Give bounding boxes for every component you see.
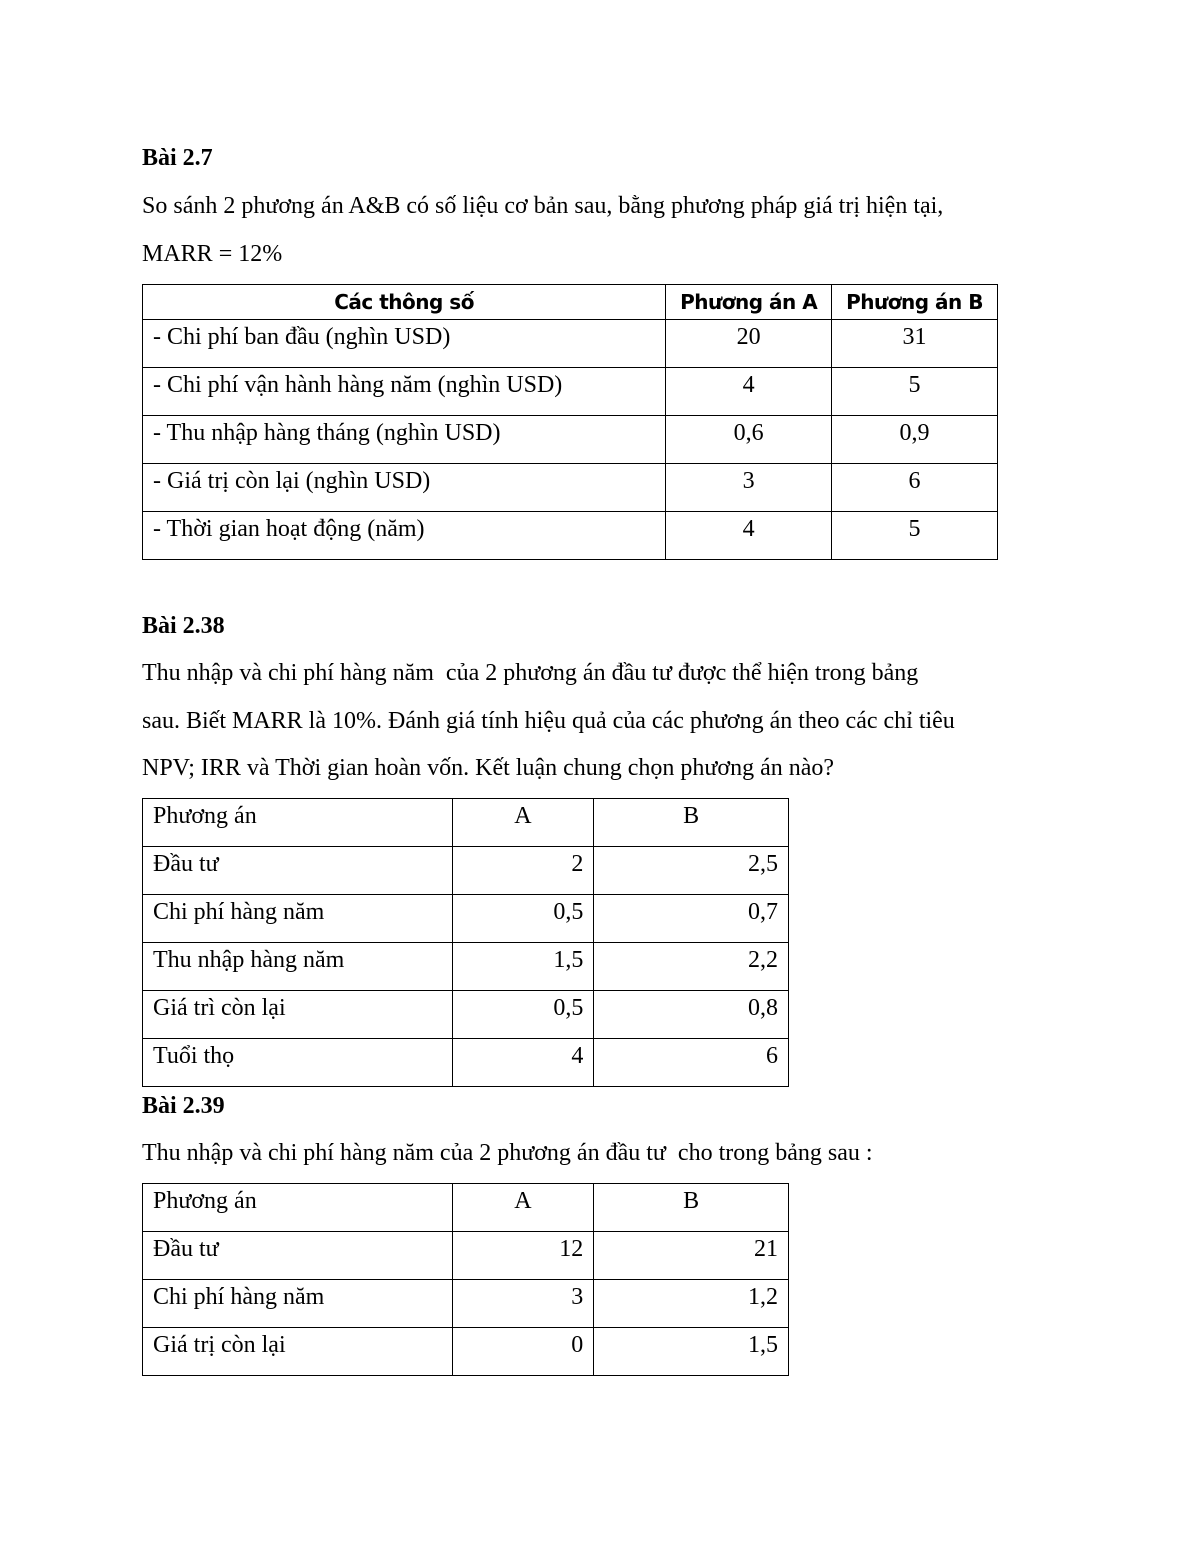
- table-cell-value: 2,5: [594, 847, 789, 895]
- exercise-2-38-text-line-2: sau. Biết MARR là 10%. Đánh giá tính hiệu quả của các phương án theo các chỉ tiêu: [142, 708, 955, 734]
- exercise-2-38-text-line-1: Thu nhập và chi phí hàng năm của 2 phương án đầu tư được thể hiện trong bảng: [142, 660, 919, 686]
- table-cell-value: 1,5: [594, 1328, 789, 1376]
- table-row: [143, 464, 998, 512]
- table-cell-label: Giá trì còn lại: [143, 991, 453, 1039]
- table-header-row: [143, 1184, 789, 1232]
- exercise-2-7-heading: Bài 2.7: [142, 145, 213, 171]
- table-cell-label: Chi phí hàng năm: [143, 1280, 453, 1328]
- table-cell-label: - Giá trị còn lại (nghìn USD): [143, 464, 666, 512]
- table-cell-value: 3: [666, 464, 832, 512]
- table-cell-value: 4: [452, 1039, 594, 1087]
- table-header-cell: B: [594, 1184, 789, 1232]
- exercise-2-39-heading: Bài 2.39: [142, 1093, 225, 1119]
- table-cell-value: 4: [666, 512, 832, 560]
- table-cell-value: 2,2: [594, 943, 789, 991]
- table-header-row: [143, 799, 789, 847]
- table-header-cell: Phương án: [143, 799, 453, 847]
- table-cell-value: 0,5: [452, 895, 594, 943]
- table-cell-label: Giá trị còn lại: [143, 1328, 453, 1376]
- table-row: [143, 368, 998, 416]
- table-row: [143, 512, 998, 560]
- table-header-cell: B: [594, 799, 789, 847]
- table-header-cell: Phương án: [143, 1184, 453, 1232]
- table-row: [143, 847, 789, 895]
- table-header-cell: Phương án B: [832, 285, 998, 320]
- table-cell-value: 1,5: [452, 943, 594, 991]
- table-cell-value: 2: [452, 847, 594, 895]
- table-header-row: [143, 285, 998, 320]
- table-cell-value: 1,2: [594, 1280, 789, 1328]
- table-cell-value: 3: [452, 1280, 594, 1328]
- exercise-2-39-table: [142, 1183, 789, 1376]
- table-row: [143, 1328, 789, 1376]
- exercise-2-38-text-line-3: NPV; IRR và Thời gian hoàn vốn. Kết luận chung chọn phương án nào?: [142, 755, 835, 781]
- table-cell-value: 12: [452, 1232, 594, 1280]
- exercise-2-38-table: [142, 798, 789, 1087]
- table-header-cell: A: [452, 1184, 594, 1232]
- table-header-cell: Phương án A: [666, 285, 832, 320]
- table-cell-value: 6: [832, 464, 998, 512]
- table-header-cell: A: [452, 799, 594, 847]
- table-cell-label: Đầu tư: [143, 1232, 453, 1280]
- table-cell-value: 20: [666, 320, 832, 368]
- table-cell-value: 21: [594, 1232, 789, 1280]
- exercise-2-38-heading: Bài 2.38: [142, 613, 225, 639]
- exercise-2-7-text-line-2: MARR = 12%: [142, 241, 283, 267]
- table-cell-label: - Thời gian hoạt động (năm): [143, 512, 666, 560]
- table-cell-label: - Chi phí vận hành hàng năm (nghìn USD): [143, 368, 666, 416]
- table-cell-label: - Thu nhập hàng tháng (nghìn USD): [143, 416, 666, 464]
- exercise-2-39-text-line-1: Thu nhập và chi phí hàng năm của 2 phương án đầu tư cho trong bảng sau :: [142, 1140, 873, 1166]
- table-row: [143, 1280, 789, 1328]
- table-row: [143, 991, 789, 1039]
- table-row: [143, 416, 998, 464]
- table-cell-label: Chi phí hàng năm: [143, 895, 453, 943]
- table-cell-label: - Chi phí ban đầu (nghìn USD): [143, 320, 666, 368]
- table-cell-value: 6: [594, 1039, 789, 1087]
- table-cell-value: 5: [832, 368, 998, 416]
- table-cell-value: 0,8: [594, 991, 789, 1039]
- table-cell-label: Đầu tư: [143, 847, 453, 895]
- table-cell-value: 4: [666, 368, 832, 416]
- table-row: [143, 943, 789, 991]
- table-cell-value: 0,6: [666, 416, 832, 464]
- table-row: [143, 320, 998, 368]
- table-row: [143, 895, 789, 943]
- exercise-2-7-table: [142, 284, 998, 560]
- table-cell-value: 0,7: [594, 895, 789, 943]
- table-cell-label: Tuổi thọ: [143, 1039, 453, 1087]
- table-cell-value: 31: [832, 320, 998, 368]
- table-row: [143, 1232, 789, 1280]
- table-cell-label: Thu nhập hàng năm: [143, 943, 453, 991]
- table-cell-value: 0,9: [832, 416, 998, 464]
- table-cell-value: 0: [452, 1328, 594, 1376]
- table-row: [143, 1039, 789, 1087]
- table-header-cell: Các thông số: [143, 285, 666, 320]
- exercise-2-7-text-line-1: So sánh 2 phương án A&B có số liệu cơ bản sau, bằng phương pháp giá trị hiện tại,: [142, 193, 944, 219]
- table-cell-value: 0,5: [452, 991, 594, 1039]
- table-cell-value: 5: [832, 512, 998, 560]
